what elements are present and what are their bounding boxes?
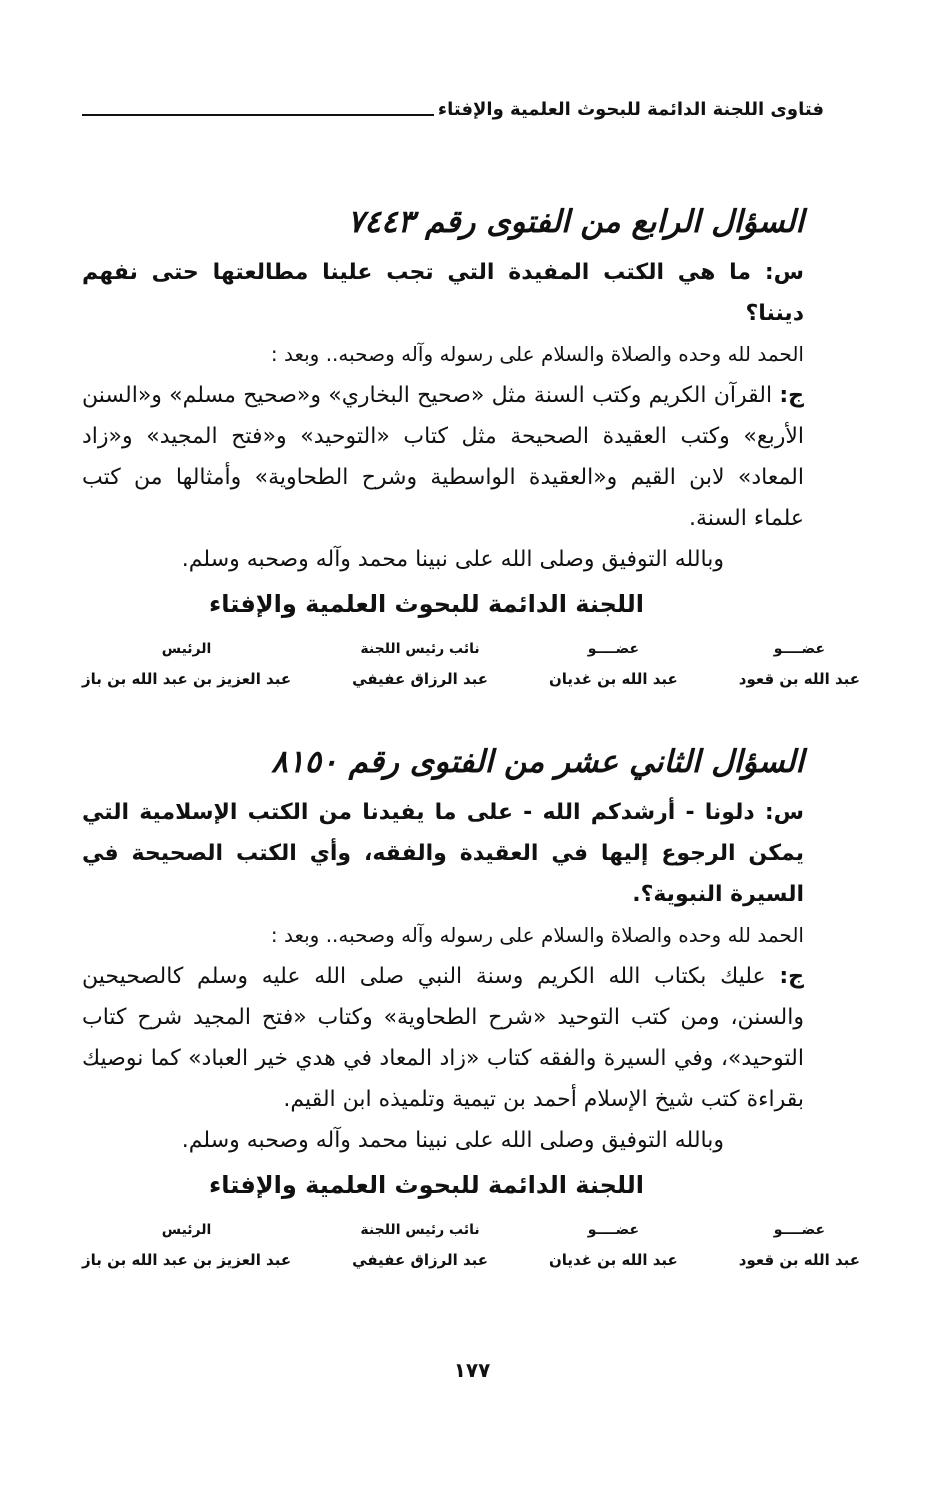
signature-name: عبد العزيز بن عبد الله بن باز — [82, 670, 292, 688]
closing-line: وبالله التوفيق وصلى الله على نبينا محمد وآله وصحبه وسلم. — [181, 547, 724, 572]
hamd-line: الحمد لله وحده والصلاة والسلام على رسوله وآله وصحبه.. وبعد : — [270, 923, 804, 947]
running-header — [82, 90, 824, 120]
question-heading: السؤال الرابع من الفتوى رقم ٧٤٤٣ — [347, 204, 804, 240]
signature-role: نائب رئيس اللجنة — [360, 1222, 480, 1238]
closing-line: وبالله التوفيق وصلى الله على نبينا محمد وآله وصحبه وسلم. — [181, 1128, 724, 1153]
signature-name: عبد الله بن غديان — [548, 1251, 678, 1269]
question-paragraph — [82, 252, 804, 334]
signature-role: نائب رئيس اللجنة — [360, 641, 480, 657]
running-title: فتاوى اللجنة الدائمة للبحوث العلمية والإفتاء — [437, 99, 824, 120]
answer-label: ج: — [779, 383, 804, 408]
signature-role: عضــــو — [587, 641, 640, 657]
question-text: ما هي الكتب المفيدة التي تجب علينا مطالعتها حتى نفهم ديننا؟ — [82, 260, 804, 326]
signature-deputy — [352, 634, 488, 694]
committee-name: اللجنة الدائمة للبحوث العلمية والإفتاء — [209, 1171, 644, 1199]
signature-member — [549, 634, 678, 694]
signature-member — [549, 1215, 678, 1275]
signature-role: الرئيس — [161, 641, 212, 657]
hamd-line: الحمد لله وحده والصلاة والسلام على رسوله وآله وصحبه.. وبعد : — [270, 342, 804, 366]
question-label: س: — [764, 260, 804, 285]
signature-deputy — [352, 1215, 488, 1275]
question-text: دلونا - أرشدكم الله - على ما يفيدنا من الكتب الإسلامية التي يمكن الرجوع إليها في العقيدة والفقه، وأي الكتب الصحيحة في السيرة النبوية؟. — [82, 800, 804, 907]
signature-role: عضــــو — [773, 1222, 826, 1238]
answer-paragraph — [82, 956, 804, 1120]
signature-role: عضــــو — [587, 1222, 640, 1238]
signature-name: عبد الله بن غديان — [548, 670, 678, 688]
signature-name: عبد الله بن قعود — [738, 670, 860, 688]
page-number: ١٧٧ — [453, 1358, 491, 1382]
fatwa-section-8150 — [82, 740, 860, 1275]
signature-chairman — [82, 1215, 291, 1275]
answer-text: عليك بكتاب الله الكريم وسنة النبي صلى الله عليه وسلم كالصحيحين والسنن، ومن كتب التوحيد «شرح الطحاوية» وكتاب «فتح المجيد شرح كتاب التوحيد»، وفي السيرة والفقه كتاب «زاد المعاد في هدي خير العباد» كما نوصيك بقراءة كتب شيخ الإسلام أحمد بن تيمية وتلميذه ابن القيم. — [82, 964, 804, 1112]
signature-name: عبد العزيز بن عبد الله بن باز — [82, 1251, 292, 1269]
question-paragraph — [82, 792, 804, 915]
signature-member — [739, 1215, 860, 1275]
question-heading: السؤال الثاني عشر من الفتوى رقم ٨١٥٠ — [271, 744, 804, 780]
header-rule — [82, 114, 434, 116]
signature-chairman — [82, 634, 291, 694]
signatures-block — [82, 1215, 860, 1275]
signature-name: عبد الرزاق عفيفي — [352, 1251, 488, 1269]
question-label: س: — [764, 800, 804, 825]
signature-name: عبد الله بن قعود — [738, 1251, 860, 1269]
fatwa-section-7443 — [82, 200, 860, 694]
committee-name: اللجنة الدائمة للبحوث العلمية والإفتاء — [209, 590, 644, 618]
signature-role: عضــــو — [773, 641, 826, 657]
signatures-block — [82, 634, 860, 694]
answer-paragraph — [82, 375, 804, 539]
answer-label: ج: — [779, 964, 804, 989]
signature-name: عبد الرزاق عفيفي — [352, 670, 488, 688]
signature-member — [739, 634, 860, 694]
signature-role: الرئيس — [161, 1222, 212, 1238]
answer-text: القرآن الكريم وكتب السنة مثل «صحيح البخاري» و«صحيح مسلم» و«السنن الأربع» وكتب العقيدة الصحيحة مثل كتاب «التوحيد» و«فتح المجيد» و«زاد المعاد» لابن القيم و«العقيدة الواسطية وشرح الطحاوية» وأمثالها من كتب علماء السنة. — [82, 383, 804, 531]
